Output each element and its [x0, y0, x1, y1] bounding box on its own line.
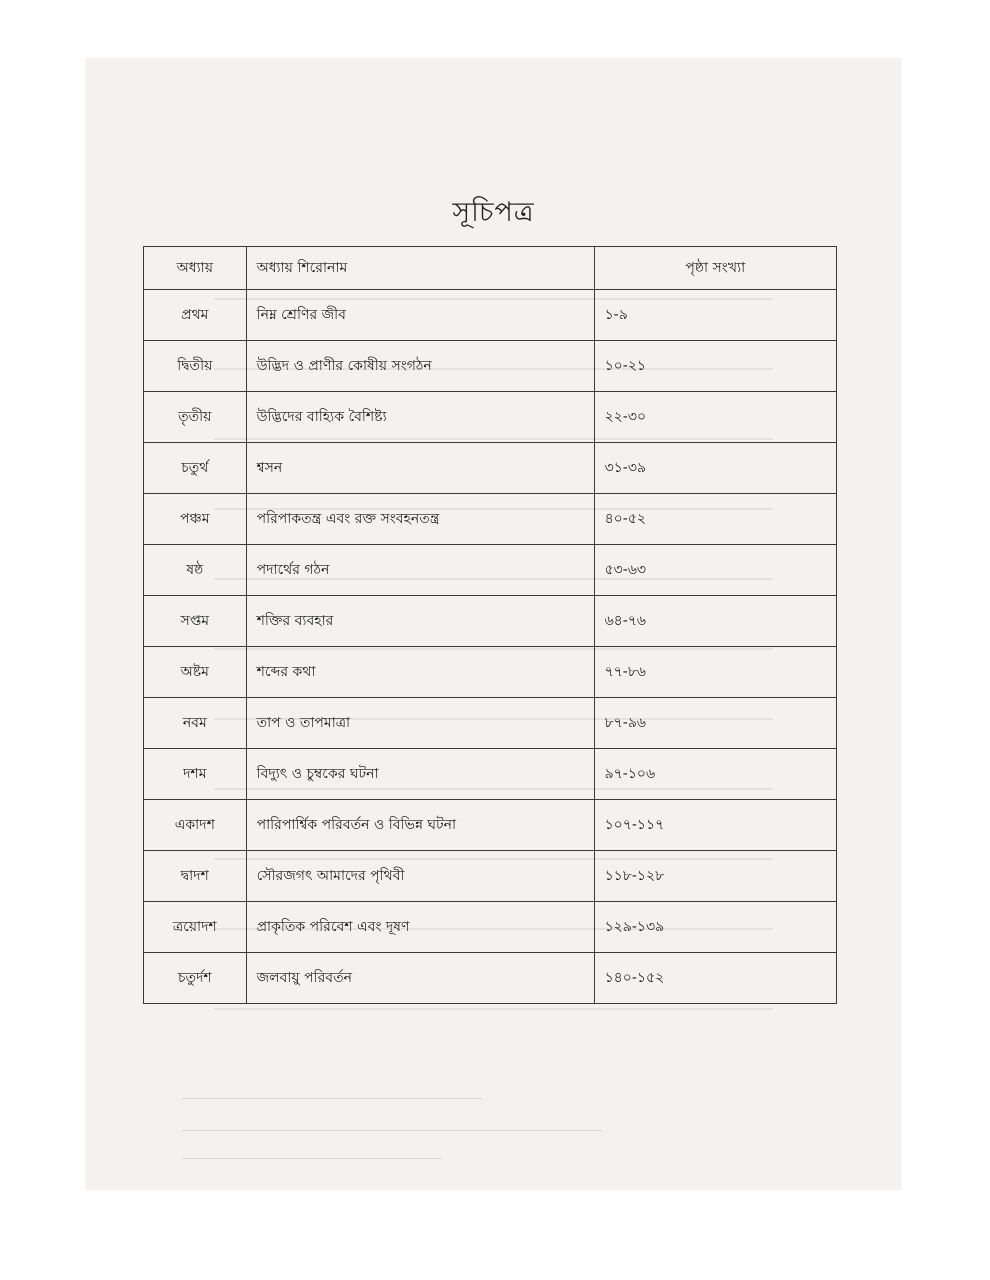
table-row [144, 953, 837, 1004]
title-cell: শব্দের কথা [246, 647, 594, 698]
header-pages: পৃষ্ঠা সংখ্যা [594, 247, 836, 290]
title-cell: উদ্ভিদ ও প্রাণীর কোষীয় সংগঠন [246, 341, 594, 392]
chapter-cell: প্রথম [144, 290, 247, 341]
pages-cell: ৯৭-১০৬ [594, 749, 836, 800]
chapter-cell: দশম [144, 749, 247, 800]
table-row [144, 647, 837, 698]
pages-cell: ৬৪-৭৬ [594, 596, 836, 647]
pages-cell: ৭৭-৮৬ [594, 647, 836, 698]
table-row [144, 341, 837, 392]
header-title: অধ্যায় শিরোনাম [246, 247, 594, 290]
pages-cell: ১১৮-১২৮ [594, 851, 836, 902]
title-cell: পদার্থের গঠন [246, 545, 594, 596]
chapter-cell: চতুর্দশ [144, 953, 247, 1004]
chapter-cell: নবম [144, 698, 247, 749]
header-chapter: অধ্যায় [144, 247, 247, 290]
pages-cell: ১০-২১ [594, 341, 836, 392]
title-cell: সৌরজগৎ আমাদের পৃথিবী [246, 851, 594, 902]
faint-footer-line [182, 1158, 442, 1159]
chapter-cell: ত্রয়োদশ [144, 902, 247, 953]
table-row [144, 902, 837, 953]
table-row [144, 290, 837, 341]
title-cell: প্রাকৃতিক পরিবেশ এবং দূষণ [246, 902, 594, 953]
page-title: সূচিপত্র [452, 197, 535, 228]
pages-cell: ৩১-৩৯ [594, 443, 836, 494]
pages-cell: ৪০-৫২ [594, 494, 836, 545]
pages-cell: ১০৭-১১৭ [594, 800, 836, 851]
table-header-row [144, 247, 837, 290]
title-cell: পারিপার্শ্বিক পরিবর্তন ও বিভিন্ন ঘটনা [246, 800, 594, 851]
chapter-cell: অষ্টম [144, 647, 247, 698]
pages-cell: ১৪০-১৫২ [594, 953, 836, 1004]
table-row [144, 443, 837, 494]
pages-cell: ১-৯ [594, 290, 836, 341]
title-cell: শ্বসন [246, 443, 594, 494]
contents-table [143, 246, 837, 1004]
title-cell: জলবায়ু পরিবর্তন [246, 953, 594, 1004]
title-cell: তাপ ও তাপমাত্রা [246, 698, 594, 749]
scanned-page [86, 58, 901, 1190]
table-row [144, 800, 837, 851]
table-row [144, 494, 837, 545]
pages-cell: ৮৭-৯৬ [594, 698, 836, 749]
faint-footer-line [182, 1098, 482, 1099]
table-row [144, 596, 837, 647]
title-cell: নিম্ন শ্রেণির জীব [246, 290, 594, 341]
title-cell: শক্তির ব্যবহার [246, 596, 594, 647]
bleed-through-line [214, 1008, 773, 1010]
chapter-cell: চতুর্থ [144, 443, 247, 494]
title-cell: পরিপাকতন্ত্র এবং রক্ত সংবহনতন্ত্র [246, 494, 594, 545]
pages-cell: ২২-৩০ [594, 392, 836, 443]
chapter-cell: পঞ্চম [144, 494, 247, 545]
pages-cell: ৫৩-৬৩ [594, 545, 836, 596]
table-row [144, 698, 837, 749]
chapter-cell: তৃতীয় [144, 392, 247, 443]
chapter-cell: একাদশ [144, 800, 247, 851]
chapter-cell: ষষ্ঠ [144, 545, 247, 596]
chapter-cell: দ্বিতীয় [144, 341, 247, 392]
title-cell: উদ্ভিদের বাহ্যিক বৈশিষ্ট্য [246, 392, 594, 443]
pages-cell: ১২৯-১৩৯ [594, 902, 836, 953]
table-row [144, 749, 837, 800]
faint-footer-line [182, 1130, 602, 1131]
table-row [144, 545, 837, 596]
chapter-cell: দ্বাদশ [144, 851, 247, 902]
chapter-cell: সপ্তম [144, 596, 247, 647]
table-row [144, 851, 837, 902]
table-row [144, 392, 837, 443]
title-cell: বিদ্যুৎ ও চুম্বকের ঘটনা [246, 749, 594, 800]
